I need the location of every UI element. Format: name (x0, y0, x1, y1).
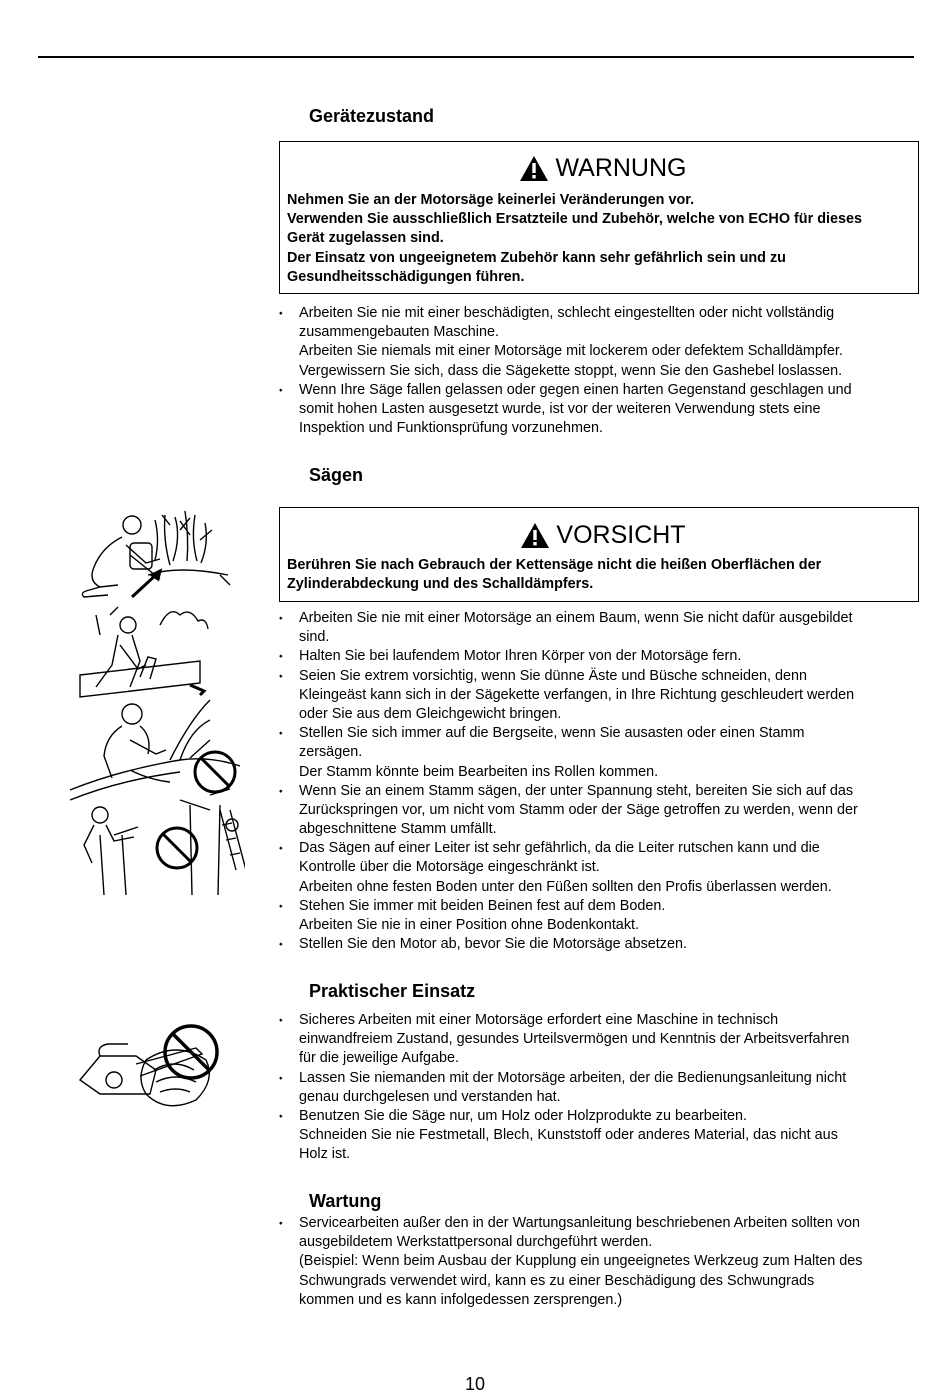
item-line: zersägen. (299, 744, 363, 761)
chainsaw-icon (80, 1044, 202, 1094)
item-line: Arbeiten Sie niemals mit einer Motorsäge mit lockerem oder defektem Schalldämpfer. (299, 343, 843, 360)
warning-line: Der Einsatz von ungeeignetem Zubehör kann sehr gefährlich sein und zu (287, 249, 786, 266)
caution-line: Berühren Sie nach Gebrauch der Kettensäge nicht die heißen Oberflächen der (287, 557, 822, 573)
caution-line: Zylinderabdeckung und des Schalldämpfers. (287, 576, 594, 593)
warning-line: Gesundheitsschädigungen führen. (287, 268, 525, 285)
item-line: Wenn Sie an einem Stamm sägen, der unter Spannung steht, bereiten Sie sich auf das (299, 782, 854, 799)
log-cutting-illustration (80, 607, 208, 697)
item-line: sind. (299, 629, 330, 646)
item-line: abgeschnittene Stamm umfällt. (299, 821, 497, 838)
warning-text (287, 191, 862, 287)
item-line: Kontrolle über die Motorsäge eingeschränkt ist. (299, 859, 600, 876)
item-line: Stellen Sie sich immer auf die Bergseite, wenn Sie ausasten oder einen Stamm (299, 725, 805, 742)
list-item (279, 1107, 919, 1165)
item-line: (Beispiel: Wenn beim Ausbau der Kupplung ein ungeeignetes Werkzeug zum Halten des (299, 1253, 863, 1270)
item-line: Lassen Sie niemanden mit der Motorsäge arbeiten, der die Bedienungsanleitung nicht (299, 1069, 847, 1086)
item-line: Arbeiten Sie nie mit einer beschädigten, schlecht eingestellten oder nicht vollständig (299, 305, 835, 321)
bullet-icon: ⬩ (279, 939, 283, 951)
item-line: Vergewissern Sie sich, dass die Sägekette stoppt, wenn Sie den Gashebel loslassen. (299, 362, 843, 379)
list-item (279, 782, 919, 840)
list-item (279, 897, 919, 935)
item-line: kommen und es kann infolgedessen zersprengen.) (299, 1291, 623, 1308)
caution-text (287, 556, 821, 594)
list-item (279, 304, 919, 381)
item-line: Halten Sie bei laufendem Motor Ihren Körper von der Motorsäge fern. (299, 648, 742, 665)
item-line: oder Sie aus dem Gleichgewicht bringen. (299, 705, 562, 722)
list-item (279, 839, 919, 897)
bullet-icon: ⬩ (279, 785, 283, 797)
bullet-icon: ⬩ (279, 1110, 283, 1122)
item-line: Sicheres Arbeiten mit einer Motorsäge erfordert eine Maschine in technisch (299, 1012, 779, 1028)
warning-triangle-icon (519, 155, 549, 182)
list-geraetezustand (279, 304, 919, 438)
heading-geraetezustand: Gerätezustand (309, 106, 435, 126)
item-line: Schneiden Sie nie Festmetall, Blech, Kunststoff oder anderes Material, das nicht aus (299, 1127, 838, 1144)
warning-line: Gerät zugelassen sind. (287, 230, 444, 247)
item-line: Arbeiten Sie nie mit einer Motorsäge an einem Baum, wenn Sie nicht dafür ausgebildet (299, 610, 853, 626)
item-line: Arbeiten Sie nie in einer Position ohne Bodenkontakt. (299, 917, 640, 933)
list-item (279, 1214, 919, 1310)
bullet-icon: ⬩ (279, 384, 283, 396)
caution-box (279, 507, 919, 602)
warning-line: Verwenden Sie ausschließlich Ersatzteile und Zubehör, welche von ECHO für dieses (287, 211, 862, 228)
bullet-icon: ⬩ (279, 1072, 283, 1084)
item-line: Der Stamm könnte beim Bearbeiten ins Rollen kommen. (299, 763, 659, 780)
item-line: Zurückspringen vor, um nicht vom Stamm oder der Säge getroffen zu werden, wenn der (299, 801, 858, 818)
bullet-icon: ⬩ (279, 728, 283, 740)
list-item (279, 724, 919, 782)
page-number: 10 (464, 1374, 486, 1394)
list-item (279, 647, 919, 666)
heading-wartung: Wartung (309, 1191, 382, 1211)
list-item (279, 1011, 919, 1069)
bullet-icon: ⬩ (279, 651, 283, 663)
warning-box (279, 141, 919, 294)
item-line: einwandfreiem Zustand, gesundes Urteilsvermögen und Kenntnis der Arbeitsverfahren (299, 1031, 850, 1048)
item-line: Wenn Ihre Säge fallen gelassen oder gegen einen harten Gegenstand geschlagen und (299, 381, 852, 398)
item-line: ausgebildetem Werkstattpersonal durchgeführt werden. (299, 1234, 653, 1251)
item-line: zusammengebauten Maschine. (299, 324, 499, 341)
chainsaw-hose-illustration (70, 1020, 225, 1115)
list-item (279, 1069, 919, 1107)
sawing-illustrations (70, 505, 245, 900)
bullet-icon: ⬩ (279, 1015, 283, 1026)
caution-title: VORSICHT (556, 521, 686, 549)
bullet-icon: ⬩ (279, 670, 283, 682)
warning-line: Nehmen Sie an der Motorsäge keinerlei Veränderungen vor. (287, 192, 695, 208)
item-line: Inspektion und Funktionsprüfung vorzunehmen. (299, 420, 603, 437)
warning-title: WARNUNG (555, 154, 687, 182)
caution-title-row (280, 517, 918, 553)
heading-praktischer-einsatz: Praktischer Einsatz (309, 981, 476, 1001)
item-line: genau durchgelesen und verstanden hat. (299, 1088, 561, 1105)
bullet-icon: ⬩ (279, 843, 283, 855)
item-line: Stehen Sie immer mit beiden Beinen fest auf dem Boden. (299, 897, 666, 914)
item-line: somit hohen Lasten ausgesetzt wurde, ist vor der weiteren Verwendung stets eine (299, 400, 821, 417)
heading-saegen: Sägen (309, 465, 364, 485)
tree-and-ladder-illustration (84, 789, 245, 895)
bullet-icon: ⬩ (279, 900, 283, 912)
list-praktischer-einsatz (279, 1011, 919, 1165)
header-rule (38, 56, 914, 58)
item-line: Das Sägen auf einer Leiter ist sehr gefährlich, da die Leiter rutschen kann und die (299, 840, 820, 857)
item-line: Seien Sie extrem vorsichtig, wenn Sie dünne Äste und Büsche schneiden, denn (299, 667, 807, 684)
item-line: Schwungrads verwendet wird, kann es zu einer Beschädigung des Schwungrads (299, 1272, 815, 1289)
item-line: für die jeweilige Aufgabe. (299, 1050, 460, 1067)
warning-triangle-icon (520, 522, 550, 549)
list-saegen (279, 609, 919, 954)
prohibited-icon (165, 1026, 217, 1078)
bullet-icon: ⬩ (279, 308, 283, 319)
list-wartung (279, 1214, 919, 1310)
prohibited-icon (195, 752, 235, 792)
list-item (279, 935, 919, 954)
warning-title-row (280, 150, 918, 186)
item-line: Holz ist. (299, 1146, 351, 1163)
list-item (279, 381, 919, 439)
item-line: Stellen Sie den Motor ab, bevor Sie die Motorsäge absetzen. (299, 936, 687, 953)
item-line: Arbeiten ohne festen Boden unter den Füßen sollten den Profis überlassen werden. (299, 878, 832, 895)
item-line: Servicearbeiten außer den in der Wartungsanleitung beschriebenen Arbeiten sollten von (299, 1215, 861, 1231)
list-item (279, 667, 919, 725)
list-item (279, 609, 919, 647)
kneeling-operator-illustration (82, 511, 230, 597)
bullet-icon: ⬩ (279, 613, 283, 624)
bullet-icon: ⬩ (279, 1218, 283, 1229)
item-line: Benutzen Sie die Säge nur, um Holz oder Holzprodukte zu bearbeiten. (299, 1107, 747, 1124)
limbing-illustration (70, 700, 240, 800)
item-line: Kleingeäst kann sich in der Sägekette verfangen, in Ihre Richtung geschleudert werden (299, 686, 855, 703)
